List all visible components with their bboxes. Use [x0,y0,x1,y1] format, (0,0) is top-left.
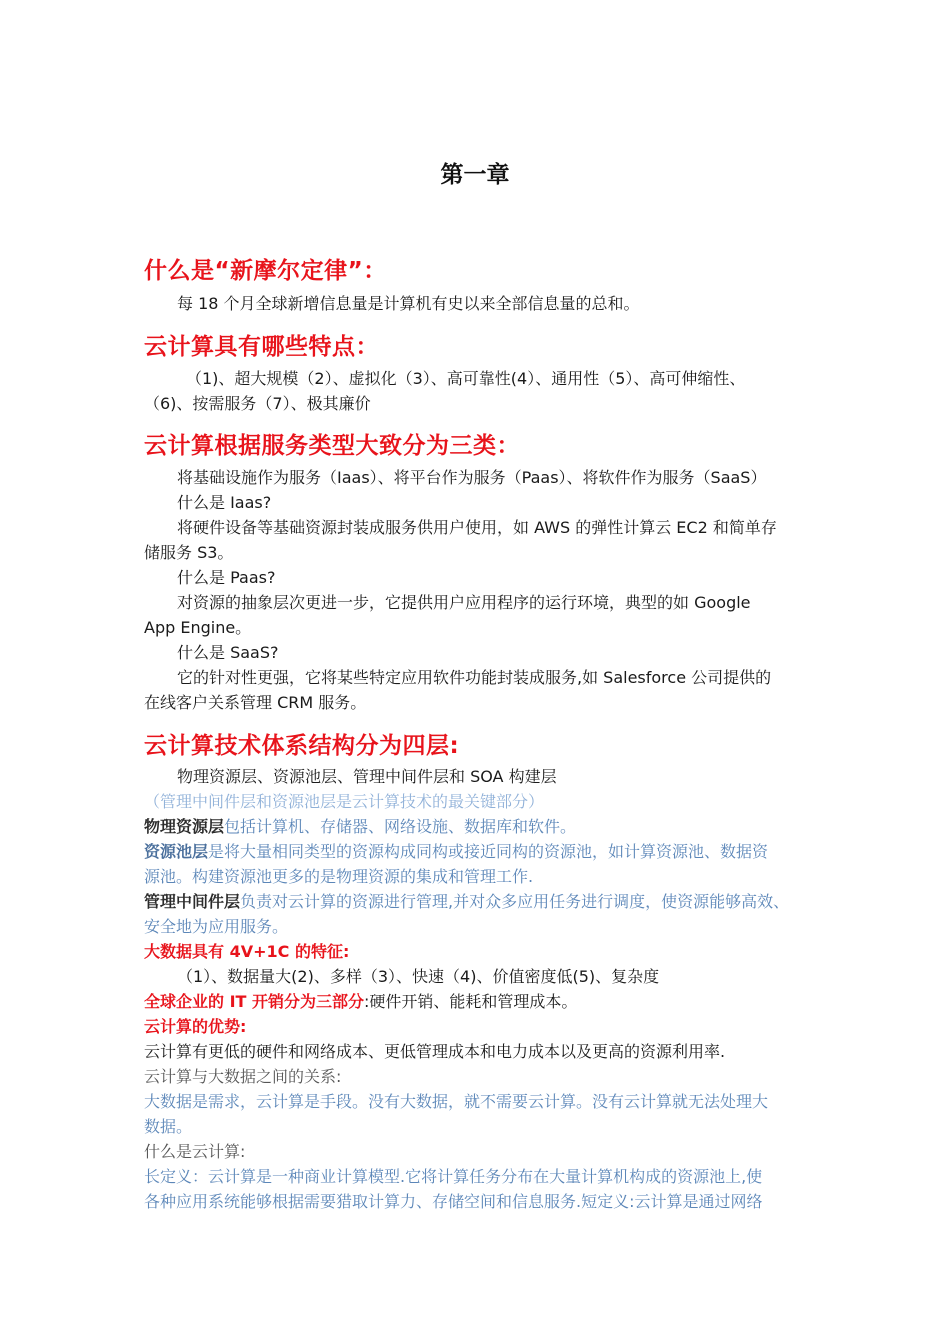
iaas-answer-line-1: 将硬件设备等基础资源封装成服务供用户使用，如 AWS 的弹性计算云 EC2 和简单存 [177,518,777,537]
cloud-bigdata-question: 云计算与大数据之间的关系: [144,1067,342,1086]
iaas-question: 什么是 Iaas? [177,493,272,512]
it-cost-desc: :硬件开销、能耗和管理成本。 [364,992,578,1011]
cloud-advantages-line: 云计算有更低的硬件和网络成本、更低管理成本和电力成本以及更高的资源利用率. [144,1042,726,1061]
middleware-layer-term: 管理中间件层 [144,892,241,911]
paas-question: 什么是 Paas? [177,568,276,587]
saas-answer-line-1: 它的针对性更强，它将某些特定应用软件功能封装成服务,如 Salesforce 公司提供的 [177,668,772,687]
what-is-cloud-question: 什么是云计算: [144,1142,246,1161]
features-line-1: （1)、超大规模（2）、虚拟化（3）、高可靠性(4）、通用性（5）、高可伸缩性、 [186,369,746,388]
saas-question: 什么是 SaaS? [177,643,279,662]
pool-layer-line-2: 源池。构建资源池更多的是物理资源的集成和管理工作. [144,867,534,886]
four-layers-note: （管理中间件层和资源池层是云计算技术的最关键部分） [144,792,545,811]
heading-cloud-features: 云计算具有哪些特点： [144,334,379,360]
pool-layer-term: 资源池层 [144,842,209,861]
heading-service-types: 云计算根据服务类型大致分为三类： [144,433,520,459]
physical-layer-desc: 包括计算机、存储器、网络设施、数据库和软件。 [224,817,577,836]
heading-four-layers: 云计算技术体系结构分为四层: [144,733,460,759]
physical-layer-term: 物理资源层 [144,817,225,836]
heading-new-moores-law: 什么是“新摩尔定律”： [144,258,387,284]
chapter-title: 第一章 [440,162,510,188]
cloud-definition-line-2: 各种应用系统能够根据需要猎取计算力、存储空间和信息服务.短定义:云计算是通过网络 [144,1192,763,1211]
it-cost-term: 全球企业的 IT 开销分为三部分 [144,992,365,1011]
pool-layer-line-1 [144,839,816,864]
physical-layer-line [144,814,816,839]
service-types-line: 将基础设施作为服务（Iaas）、将平台作为服务（Paas）、将软件作为服务（SaaS） [177,468,767,487]
big-data-features-line: （1）、数据量大(2)、多样（3）、快速（4)、价值密度低(5)、复杂度 [177,967,660,986]
heading-big-data-features: 大数据具有 4V+1C 的特征: [144,942,350,961]
cloud-bigdata-answer-line-2: 数据。 [144,1117,193,1136]
paragraph-new-moores-law: 每 18 个月全球新增信息量是计算机有史以来全部信息量的总和。 [177,294,640,313]
middleware-layer-line-1 [144,889,816,914]
saas-answer-line-2: 在线客户关系管理 CRM 服务。 [144,693,367,712]
features-line-2: （6)、按需服务（7）、极其廉价 [144,394,371,413]
cloud-definition-line-1: 长定义：云计算是一种商业计算模型.它将计算任务分布在大量计算机构成的资源池上,使 [144,1167,763,1186]
paas-answer-line-2: App Engine。 [144,618,252,637]
heading-cloud-advantages: 云计算的优势: [144,1017,247,1036]
iaas-answer-line-2: 储服务 S3。 [144,543,234,562]
pool-layer-desc: 是将大量相同类型的资源构成同构或接近同构的资源池，如计算资源池、数据资 [208,842,769,861]
four-layers-list: 物理资源层、资源池层、管理中间件层和 SOA 构建层 [177,767,557,786]
it-cost-line [144,989,816,1014]
middleware-layer-line-2: 安全地为应用服务。 [144,917,289,936]
middleware-layer-desc: 负责对云计算的资源进行管理,并对众多应用任务进行调度，使资源能够高效、 [240,892,790,911]
paas-answer-line-1: 对资源的抽象层次更进一步，它提供用户应用程序的运行环境，典型的如 Google [177,593,751,612]
cloud-bigdata-answer-line-1: 大数据是需求，云计算是手段。没有大数据，就不需要云计算。没有云计算就无法处理大 [144,1092,769,1111]
